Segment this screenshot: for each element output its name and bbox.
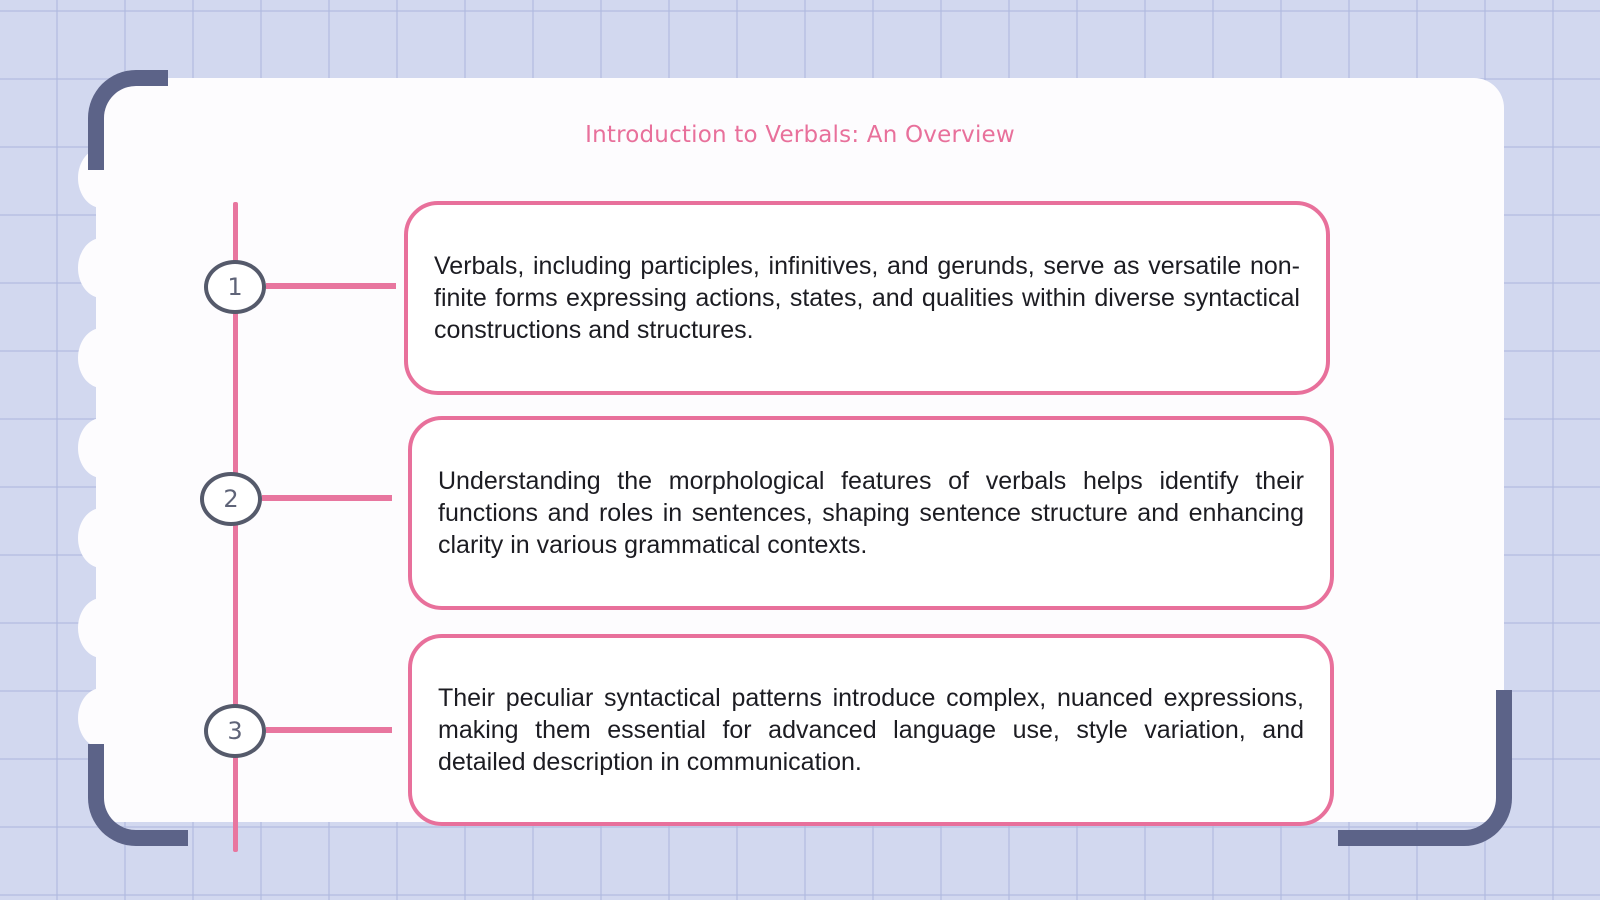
corner-bracket-top-left [88,70,168,170]
paper-scallop-edge [78,328,126,388]
corner-bracket-bottom-right [1338,690,1512,846]
timeline-connector [266,727,392,733]
step-card-text: Understanding the morphological features of verbals helps identify their functions and roles in sentences, shaping sentence structure and enhancing clarity in various grammatical contexts. [438,467,1304,559]
paper-scallop-edge [78,508,126,568]
step-card [408,634,1334,826]
timeline-connector [266,283,396,289]
page-title: Introduction to Verbals: An Overview [585,122,1015,148]
step-card-text: Their peculiar syntactical patterns introduce complex, nuanced expressions, making them essential for advanced language use, style variation, and detailed description in communication. [438,684,1304,776]
step-card-text: Verbals, including participles, infinitives, and gerunds, serve as versatile non-finite forms expressing actions, states, and qualities within diverse syntactical constructions and structures. [434,252,1300,344]
step-card [408,416,1334,610]
step-number-badge: 1 [204,260,266,314]
step-number-badge: 2 [200,472,262,526]
paper-scallop-edge [78,418,126,478]
paper-scallop-edge [78,238,126,298]
step-number-badge: 3 [204,704,266,758]
corner-bracket-bottom-left [88,744,188,846]
paper-scallop-edge [78,688,126,748]
paper-scallop-edge [78,598,126,658]
timeline-connector [262,495,392,501]
step-card [404,201,1330,395]
